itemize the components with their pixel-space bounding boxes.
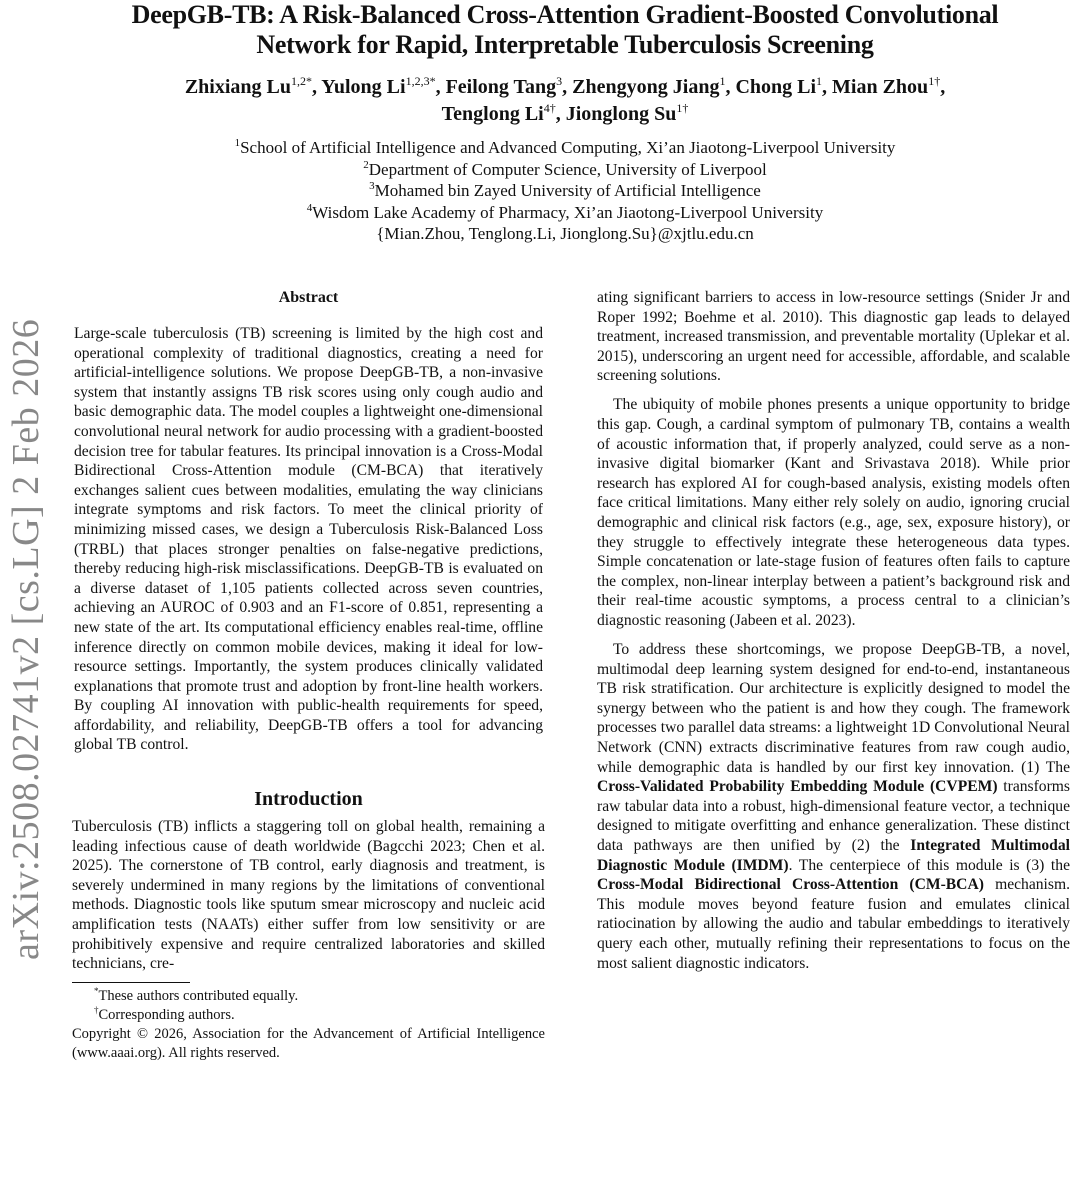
author-list: Zhixiang $Lu^{1,2*}$, Yulong $Li^{1,2,3*}$, Feilong Tang$^3$, Zhengyong Jiang$^1$, Chong Li$^1$, Mian Zhou$^{1\dagger}$, Tenglong $Li^{4\dagger}$, Jionglong $Su^{1\dagger}$ xyxy=(184,74,946,125)
contact-emails: {Mian.Zhou, Tenglong.Li, Jionglong.Su}@xjtlu.edu.cn xyxy=(376,224,754,243)
abstract-heading: Abstract xyxy=(278,289,339,306)
intro-paragraph-1: Tuberculosis (TB) inflicts a staggering toll on global health, remaining a leading infectious cause of death worldwide (Bagcchi 2023; Chen et al. 2025). The cornerstone of TB control, early diagnosis and treatment, is severely undermined in many regions by the limitations of conventional methods. Diagnostic tools like sputum smear microscopy and nucleic acid amplification tests (NAATs) either suffer from low sensitivity or are prohibitively expensive and require centralized laboratories and skilled technicians, cre- xyxy=(72,818,545,973)
author: Zhengyong Jiang$^1$ xyxy=(572,74,726,98)
abstract-text: Large-scale tuberculosis (TB) screening is limited by the high cost and operational complexity of traditional diagnostics, creating a need for artificial-intelligence solutions. We propose DeepGB-TB, a non-invasive system that instantly assigns TB risk scores using only cough audio and basic demographic data. The model couples a lightweight one-dimensional convolutional neural network for audio processing with a gradient-boosted decision tree for tabular features. Its principal innovation is a Cross-Modal Bidirectional Cross-Attention module (CM-BCA) that iteratively exchanges salient cues between modalities, emulating the way clinicians integrate symptoms and risk factors. To meet the clinical priority of minimizing missed cases, we design a Tuberculosis Risk-Balanced Loss (TRBL) that places stronger penalties on false-negative predictions, thereby reducing high-risk misclassifications. DeepGB-TB is evaluated on a diverse dataset of 1,105 patients collected across seven countries, achieving an AUROC of 0.903 and an F1-score of 0.851, representing a new state of the art. Its computational efficiency enables real-time, offline inference directly on common mobile devices, making it ideal for low-resource settings. Importantly, the system produces clinically validated explanations that promote trust and adoption by front-line health workers. By coupling AI innovation with public-health requirements for speed, affordability, and reliability, DeepGB-TB offers a tool for advancing global TB control. xyxy=(74,325,543,754)
right-column xyxy=(597,288,1070,973)
affiliation: $^1$School of Artificial Intelligence and Advanced Computing, Xi’an Jiaotong-Liverpool University xyxy=(234,137,896,157)
author: Chong Li$^1$ xyxy=(735,74,823,98)
affiliation: $^2$Department of Computer Science, University of Liverpool xyxy=(363,158,767,179)
title-line-2: Network for Rapid, Interpretable Tuberculosis Screening xyxy=(256,30,874,59)
footnote-corresponding: †Corresponding authors. xyxy=(94,1004,235,1023)
term-imdm: Integrated Multimodal Diagnostic Module (IMDM) xyxy=(597,837,1070,874)
term-cm-bca: Cross-Modal Bidirectional Cross-Attention (CM-BCA) xyxy=(597,876,984,894)
term-cvpem: Cross-Validated Probability Embedding Module (CVPEM) xyxy=(597,778,998,796)
introduction-heading: Introduction xyxy=(254,788,363,811)
intro-paragraph-2: The ubiquity of mobile phones presents a unique opportunity to bridge this gap. Cough, a cardinal symptom of pulmonary TB, contains a wealth of acoustic information that, if properly analyzed, could serve as a non-invasive digital biomarker (Kant and Srivastava 2018). While prior research has explored AI for cough-based analysis, existing models often face critical limitations. Many either rely solely on audio, ignoring crucial demographic and clinical risk factors (e.g., age, sex, exposure history), or they struggle to effectively integrate these heterogeneous data types. Simple concatenation or late-stage fusion of features often fails to capture the complex, non-linear interplay between a patient’s background risk and their real-time acoustic symptoms, a process central to a clinician’s diagnostic reasoning (Jabeen et al. 2023). xyxy=(597,396,1070,629)
author: Yulong $Li^{1,2,3*}$ xyxy=(321,74,436,98)
left-column xyxy=(72,288,545,1063)
arxiv-stamp: arXiv:2508.02741v2 [cs.LG] 2 Feb 2026 xyxy=(5,318,47,960)
copyright-notice: Copyright © 2026, Association for the Advancement of Artificial Intelligence (www.aaai.org). All rights reserved. xyxy=(72,1025,545,1061)
author: Zhixiang $Lu^{1,2*}$ xyxy=(184,74,312,98)
author: Tenglong $Li^{4\dagger}$ xyxy=(441,101,556,125)
author: Jionglong $Su^{1\dagger}$ xyxy=(565,101,689,125)
footnote-equal-contribution: *These authors contributed equally. xyxy=(94,985,299,1004)
affiliations xyxy=(60,137,1070,245)
paper-title xyxy=(60,0,1070,60)
intro-paragraph-1-continued: ating significant barriers to access in low-resource settings (Snider Jr and Roper 1992; Boehme et al. 2010). This diagnostic gap leads to delayed treatment, increased transmission, and preventable mortality (Uplekar et al. 2015), underscoring an urgent need for accessible, affordable, and scalable screening solutions. xyxy=(597,289,1070,385)
affiliation: $^3$Mohamed bin Zayed University of Artificial Intelligence xyxy=(369,180,761,200)
affiliation: $^4$Wisdom Lake Academy of Pharmacy, Xi’an Jiaotong-Liverpool University xyxy=(306,201,824,222)
title-line-1: DeepGB-TB: A Risk-Balanced Cross-Attention Gradient-Boosted Convolutional xyxy=(131,0,999,29)
footnote-divider xyxy=(72,982,190,983)
intro-paragraph-3: To address these shortcomings, we propose DeepGB-TB, a novel, multimodal deep learning system designed for end-to-end, instantaneous TB risk stratification. Our architecture is explicitly designed to model the synergy between who the patient is and how they cough. The framework processes two parallel data streams: a lightweight 1D Convolutional Neural Network (CNN) extracts discriminative features from raw cough audio, while demographic data is handled by our first key innovation. (1) The Cross-Validated Probability Embedding Module (CVPEM) transforms raw tabular data into a robust, high-dimensional feature vector, a technique designed to mitigate overfitting and enhance generalization. These distinct data pathways are then unified by (2) the Integrated Multimodal Diagnostic Module (IMDM). The centerpiece of this module is (3) the Cross-Modal Bidirectional Cross-Attention (CM-BCA) mechanism. This module moves beyond feature fusion and emulates clinical ratiocination by allowing the audio and tabular embeddings to iteratively query each other, mutually refining their representations to focus on the most salient diagnostic indicators. xyxy=(597,641,1070,972)
author: Mian Zhou$^{1\dagger}$ xyxy=(832,74,941,98)
author: Feilong Tang$^3$ xyxy=(445,74,563,98)
